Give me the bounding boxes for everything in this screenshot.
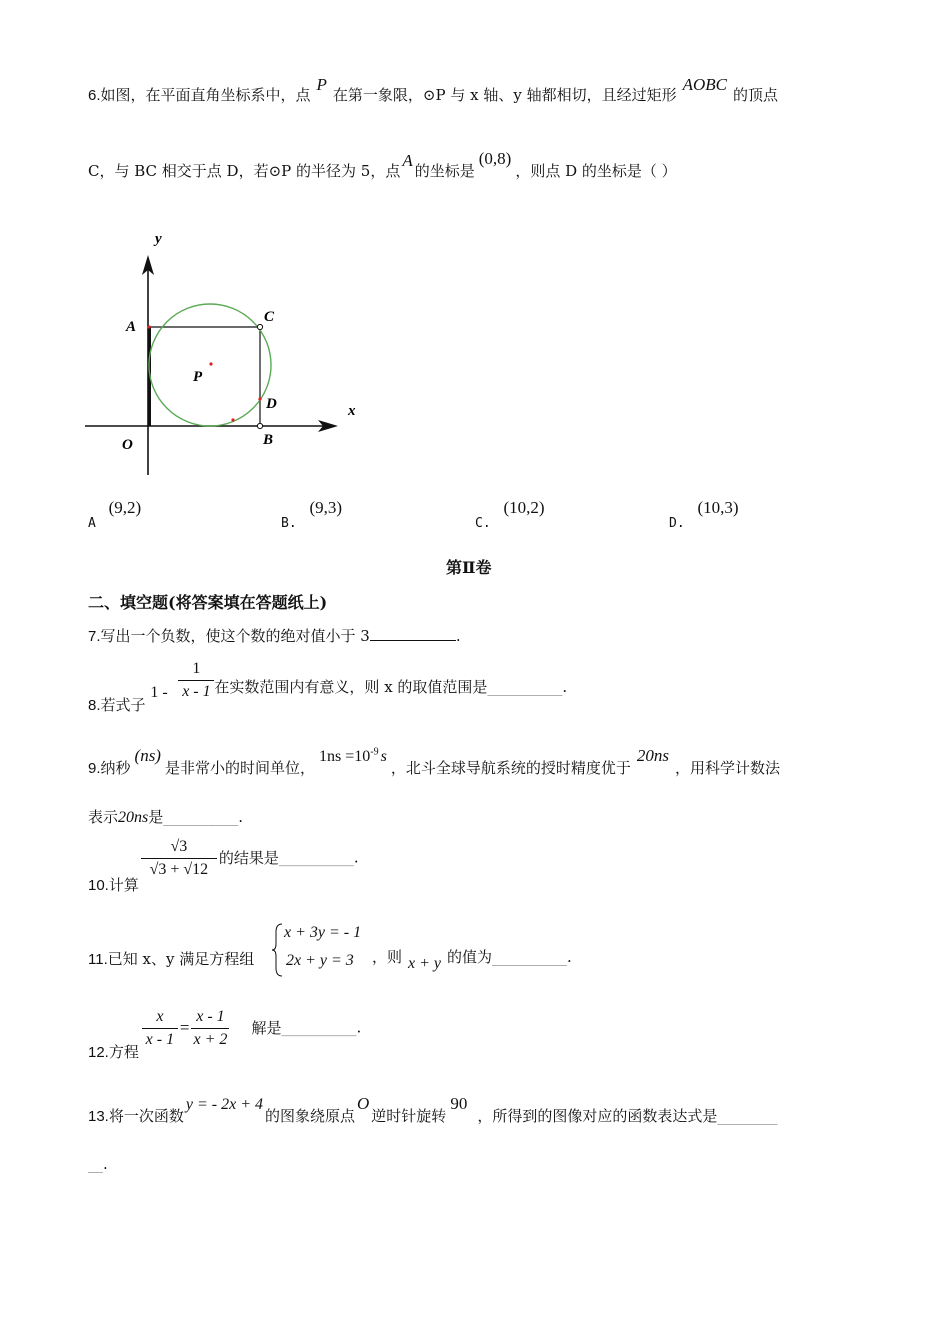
option-value: (9,3) [309,498,343,517]
label-o: O [122,437,133,453]
q11-end: . [567,948,572,966]
q7-end: . [455,627,461,645]
q6-point-a: A [402,151,413,170]
q6-coord-a: (0,8) [478,149,512,168]
q13-number: 13. [88,1108,109,1125]
q11-brace [272,922,284,978]
q11-text-a: 已知 x、y 满足方程组 [107,950,255,968]
q6-text-1b: 在第一象限，⊙P 与 x 轴、y 轴都相切，且经过矩形 [332,86,677,104]
q12-right-numerator: x - 1 [196,1008,225,1025]
q10 [88,838,359,894]
q6-number: 6. [88,87,101,104]
q10-blank[interactable]: __________ [278,848,354,867]
q12-text-a: 方程 [108,1042,139,1061]
q10-end: . [353,848,359,867]
q13-line2 [88,1155,108,1173]
point-a-marker [147,325,150,328]
q8 [88,660,568,714]
q9-text-d: ，用科学计数法 [674,759,780,777]
q9-line2 [88,806,243,827]
q6-text-2b: 的坐标是 [414,162,475,180]
q8-fraction [178,660,214,701]
q7-number: 7. [88,628,101,645]
q8-text-b: 在实数范围内有意义，则 x 的取值范围是 [214,677,488,696]
q8-frac-numerator: 1 [192,660,201,677]
tangent-marker [231,418,234,421]
q8-blank[interactable]: __________ [487,677,563,696]
q9-number: 9. [88,760,101,777]
label-p: P [193,369,203,385]
q6-option-c[interactable] [475,498,545,531]
q8-text-a: 若式子 [100,695,146,714]
option-letter: D. [669,516,685,531]
q10-text-a: 计算 [108,875,139,894]
label-y: y [155,231,162,247]
q8-one-minus: 1 - [150,683,168,701]
q13-text-d: ，所得到的图像对应的函数表达式是 [477,1107,718,1125]
q11-expr: x + y [408,955,442,972]
q6-text-1c: 的顶点 [732,86,778,104]
q6-line1 [88,75,778,105]
q10-fraction [141,838,217,879]
q6-rect-aobc: AOBC [682,75,727,94]
q13-text-c: 逆时针旋转 [371,1107,447,1125]
q11-text-c: 的值为 [447,948,493,966]
q12-left-denominator: x - 1 [145,1031,175,1048]
q9-text-b: 是非常小的时间单位， [164,759,315,777]
q13-line1 [88,1093,778,1125]
q9-ns: (ns) [134,746,161,765]
q9-blank[interactable]: __________ [163,808,239,826]
section-title: 第Ⅱ卷 [446,558,492,577]
label-x: x [348,403,356,419]
q12-blank[interactable]: __________ [281,1018,357,1037]
point-p-marker [209,362,212,365]
point-b-marker [257,423,262,428]
q6-figure [80,225,380,485]
section-heading: 二、填空题(将答案填在答题纸上) [88,593,328,612]
q10-frac-denominator: √3 + √12 [149,861,209,878]
label-a: A [126,319,137,335]
q12 [88,1008,362,1061]
q12-equals: = [179,1017,190,1037]
option-value: (9,2) [108,498,142,517]
q12-number: 12. [88,1043,109,1061]
label-b: B [263,432,274,448]
q6-option-b[interactable] [281,498,343,531]
label-c: C [264,309,275,325]
q12-end: . [356,1018,362,1037]
q12-text-b: 解是 [251,1018,282,1037]
option-letter: C. [475,516,491,531]
q7 [88,625,461,646]
q11-number: 11. [88,951,108,968]
q8-frac-denominator: x - 1 [182,683,211,700]
q11-tail [372,946,572,972]
q6-point-p: P [316,75,327,94]
q9-text-a: 纳秒 [100,759,131,777]
q9-eq-exp: -9 [370,746,379,758]
q12-right-fraction [191,1008,229,1049]
point-d-marker [258,397,261,400]
option-letter: A [88,516,96,531]
q13-end: . [103,1155,108,1173]
q13-blank-2[interactable]: __ [88,1155,103,1173]
q12-left-fraction [142,1008,178,1049]
q9-end: . [238,808,244,826]
q13-blank-1[interactable]: ________ [717,1107,778,1125]
q6-option-a[interactable] [88,498,142,531]
label-d: D [266,396,277,412]
q11-eq2: 2x + y = 3 [286,952,354,969]
q6-option-d[interactable] [669,498,739,531]
q6-text-2c: ，则点 D 的坐标是（ ） [515,162,677,180]
q9-eq-s: s [380,748,387,765]
q12-right-denominator: x + 2 [193,1031,228,1048]
q9-val: 20ns [636,746,669,765]
q9-line2-b: 是 [148,808,164,826]
q7-text: 写出一个负数，使这个数的绝对值小于 3 [100,627,370,645]
point-c-marker [257,324,262,329]
option-value: (10,2) [503,498,545,517]
q12-left-numerator: x [156,1008,164,1025]
q6-text-1a: 如图，在平面直角坐标系中，点 [100,86,311,104]
q9-line2-a: 表示 [88,808,119,826]
option-value: (10,3) [697,498,739,517]
q8-end: . [562,677,568,696]
q10-number: 10. [88,876,109,894]
q9-eq-base: 1ns =10 [319,748,371,765]
q10-text-b: 的结果是 [218,848,279,867]
q13-func: y = - 2x + 4 [185,1096,263,1113]
q9-line1 [88,745,780,777]
q7-answer-blank[interactable] [370,626,456,641]
q11-blank[interactable]: __________ [492,948,568,966]
q13-deg: 90 [450,1094,468,1113]
q11-eq1: x + 3y = - 1 [284,924,362,941]
q13-origin: O [357,1094,370,1113]
q11-text-b: ，则 [372,948,403,966]
q13-text-a: 将一次函数 [108,1107,184,1125]
q11 [88,925,255,968]
option-letter: B. [281,516,297,531]
q10-frac-numerator: √3 [170,838,188,855]
q8-number: 8. [88,696,101,714]
q6-text-2a: C，与 BC 相交于点 D，若⊙P 的半径为 5，点 [88,162,401,180]
q6-line2 [88,149,677,181]
q9-eq [319,748,387,765]
q9-line2-val: 20ns [118,809,149,826]
q13-text-b: 的图象绕原点 [265,1107,356,1125]
q9-text-c: ，北斗全球导航系统的授时精度优于 [390,759,631,777]
